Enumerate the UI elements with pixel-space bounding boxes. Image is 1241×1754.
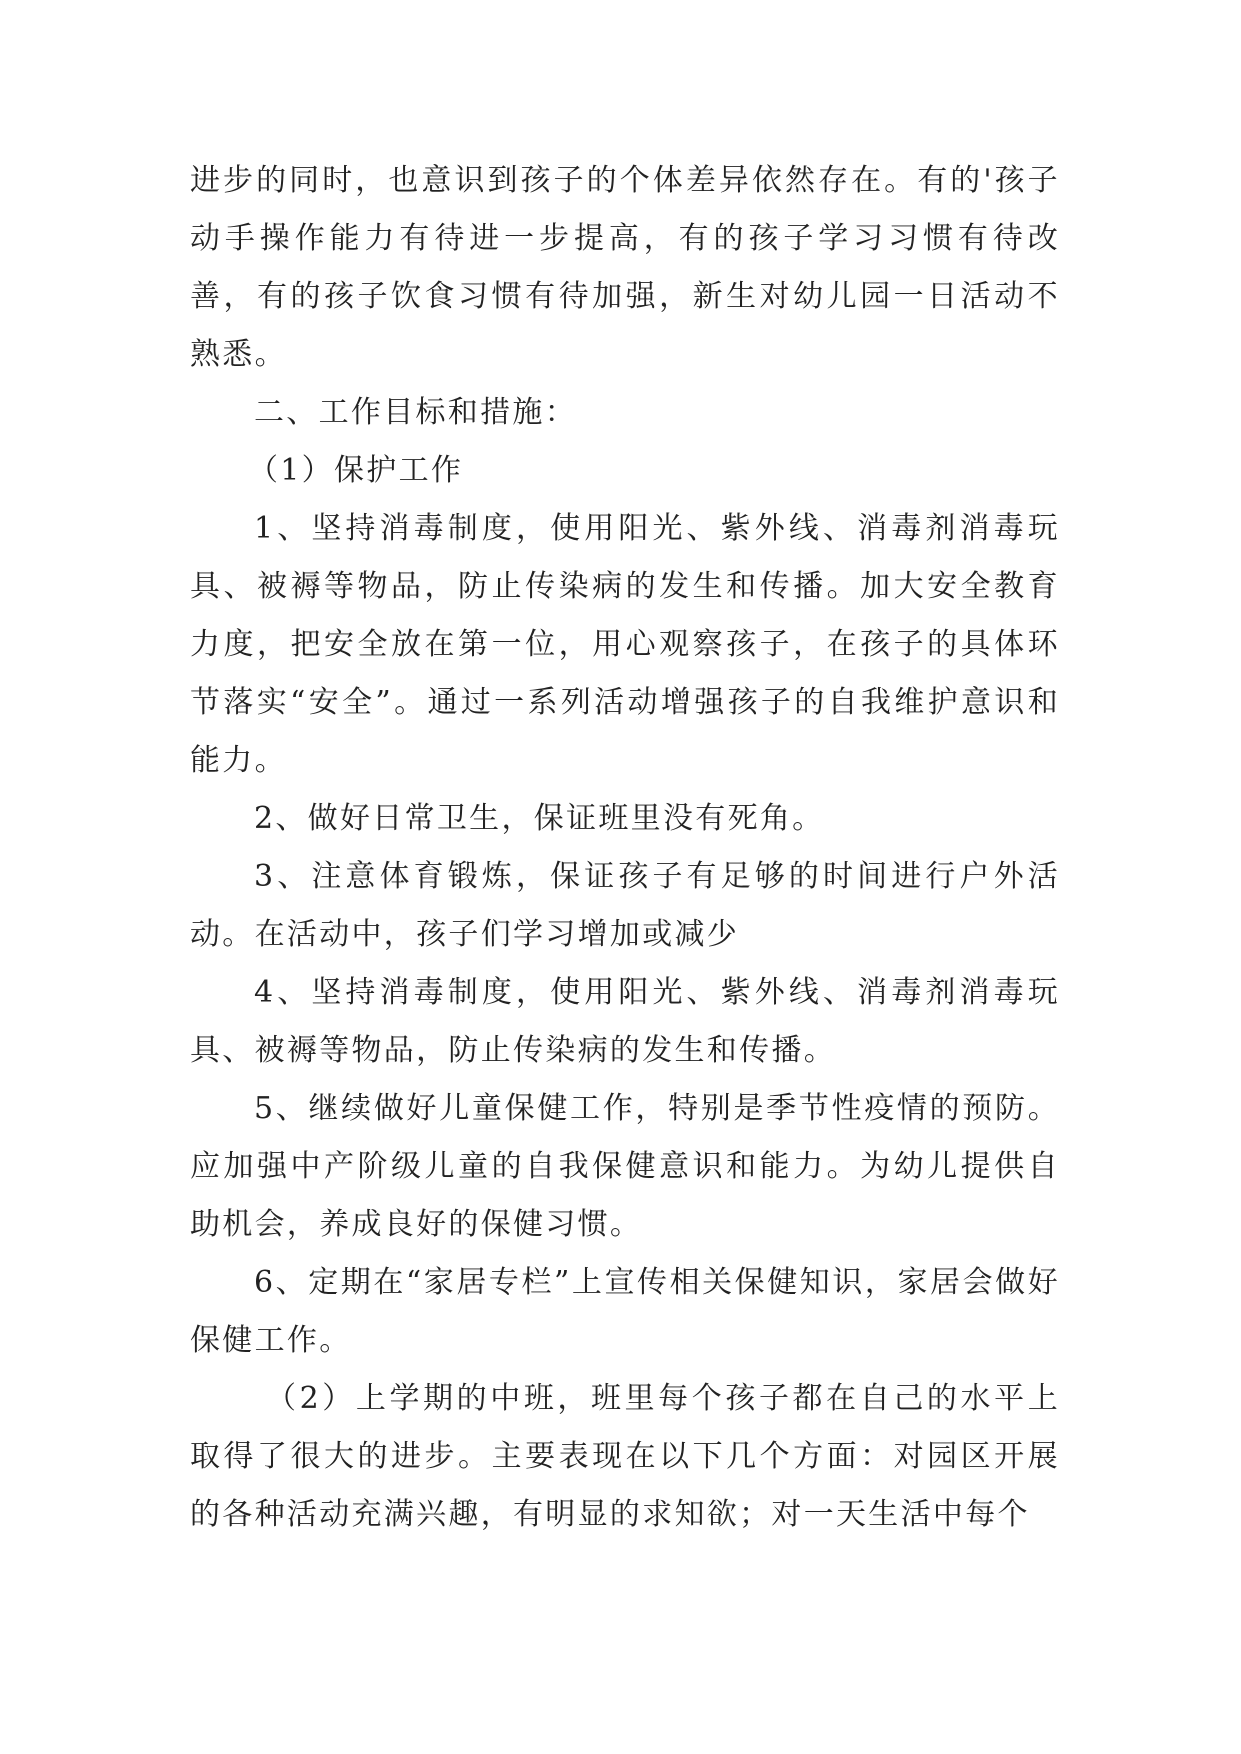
list-item-1: 1、坚持消毒制度，使用阳光、紫外线、消毒剂消毒玩具、被褥等物品，防止传染病的发生和传播。加大安全教育力度，把安全放在第一位，用心观察孩子，在孩子的具体环节落实“安全”。通过一系列活动增强孩子的自我维护意识和能力。: [190, 511, 1060, 778]
subsection-heading-protection: （1）保护工作: [248, 453, 464, 488]
list-item-6: 6、定期在“家居专栏”上宣传相关保健知识，家居会做好保健工作。: [190, 1265, 1060, 1358]
paragraph-continuation: 进步的同时，也意识到孩子的个体差异依然存在。有的'孩子动手操作能力有待进一步提高，有的孩子学习习惯有待改善，有的孩子饮食习惯有待加强，新生对幼儿园一日活动不熟悉。: [190, 163, 1060, 372]
list-item-3: 3、注意体育锻炼，保证孩子有足够的时间进行户外活动。在活动中，孩子们学习增加或减少: [190, 859, 1060, 952]
list-item-4: 4、坚持消毒制度，使用阳光、紫外线、消毒剂消毒玩具、被褥等物品，防止传染病的发生和传播。: [190, 975, 1060, 1068]
list-item-2: 2、做好日常卫生，保证班里没有死角。: [254, 801, 825, 836]
list-item-5: 5、继续做好儿童保健工作，特别是季节性疫情的预防。应加强中产阶级儿童的自我保健意识和能力。为幼儿提供自助机会，养成良好的保健习惯。: [190, 1091, 1060, 1242]
section-heading-goals: 二、工作目标和措施：: [254, 395, 577, 430]
document-page: [190, 152, 1060, 1544]
subsection-paragraph-2: （2）上学期的中班，班里每个孩子都在自己的水平上取得了很大的进步。主要表现在以下几个方面：对园区开展的各种活动充满兴趣，有明显的求知欲；对一天生活中每个: [190, 1381, 1060, 1532]
